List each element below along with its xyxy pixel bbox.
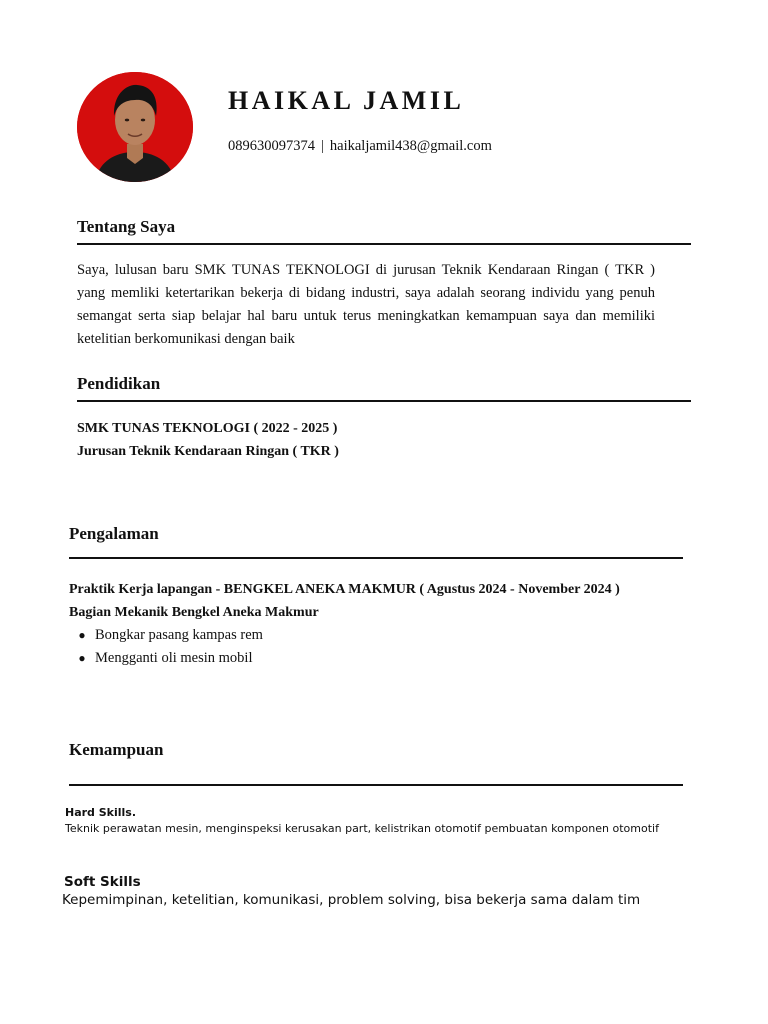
- phone-number: 089630097374: [228, 138, 315, 154]
- about-text: Saya, lulusan baru SMK TUNAS TEKNOLOGI di jurusan Teknik Kendaraan Ringan ( TKR ) yang memliki ketertarikan bekerja di bidang industri, saya adalah seorang individu yang penuh semangat serta siap belajar hal baru untuk terus meningkatkan kemampuan saya dan memiliki ketelitian berkomunikasi dengan baik: [77, 262, 655, 347]
- list-item: [69, 624, 263, 647]
- about-heading: Tentang Saya: [77, 217, 176, 236]
- education-heading: Pendidikan: [77, 374, 161, 393]
- about-divider: [77, 243, 691, 245]
- bullet-icon: ●: [78, 628, 86, 642]
- email-address[interactable]: haikaljamil438@gmail.com: [329, 138, 492, 154]
- experience-role: Bagian Mekanik Bengkel Aneka Makmur: [69, 605, 319, 620]
- experience-task: Mengganti oli mesin mobil: [95, 650, 253, 666]
- contact-separator: |: [321, 138, 324, 154]
- experience-title: Praktik Kerja lapangan - BENGKEL ANEKA MAKMUR ( Agustus 2024 - November 2024 ): [69, 582, 620, 597]
- soft-skills-title: Soft Skills: [64, 874, 141, 890]
- skills-divider: [69, 784, 683, 786]
- experience-task-list: [69, 624, 263, 670]
- hard-skills-title: Hard Skills.: [65, 806, 137, 819]
- education-divider: [77, 400, 691, 402]
- experience-task: Bongkar pasang kampas rem: [95, 627, 263, 643]
- list-item: [69, 647, 263, 670]
- hard-skills-text: Teknik perawatan mesin, menginspeksi kerusakan part, kelistrikan otomotif pembuatan komponen otomotif: [65, 822, 659, 835]
- experience-heading: Pengalaman: [69, 524, 159, 543]
- education-major: Jurusan Teknik Kendaraan Ringan ( TKR ): [77, 444, 339, 459]
- bullet-icon: ●: [78, 651, 86, 665]
- profile-photo: [77, 72, 193, 182]
- contact-info: [228, 138, 492, 155]
- education-school: SMK TUNAS TEKNOLOGI ( 2022 - 2025 ): [77, 421, 338, 436]
- candidate-name: HAIKAL JAMIL: [228, 86, 465, 115]
- soft-skills-text: Kepemimpinan, ketelitian, komunikasi, problem solving, bisa bekerja sama dalam tim: [62, 892, 641, 908]
- experience-divider: [69, 557, 683, 559]
- profile-photo-icon: [77, 72, 193, 182]
- skills-heading: Kemampuan: [69, 740, 164, 759]
